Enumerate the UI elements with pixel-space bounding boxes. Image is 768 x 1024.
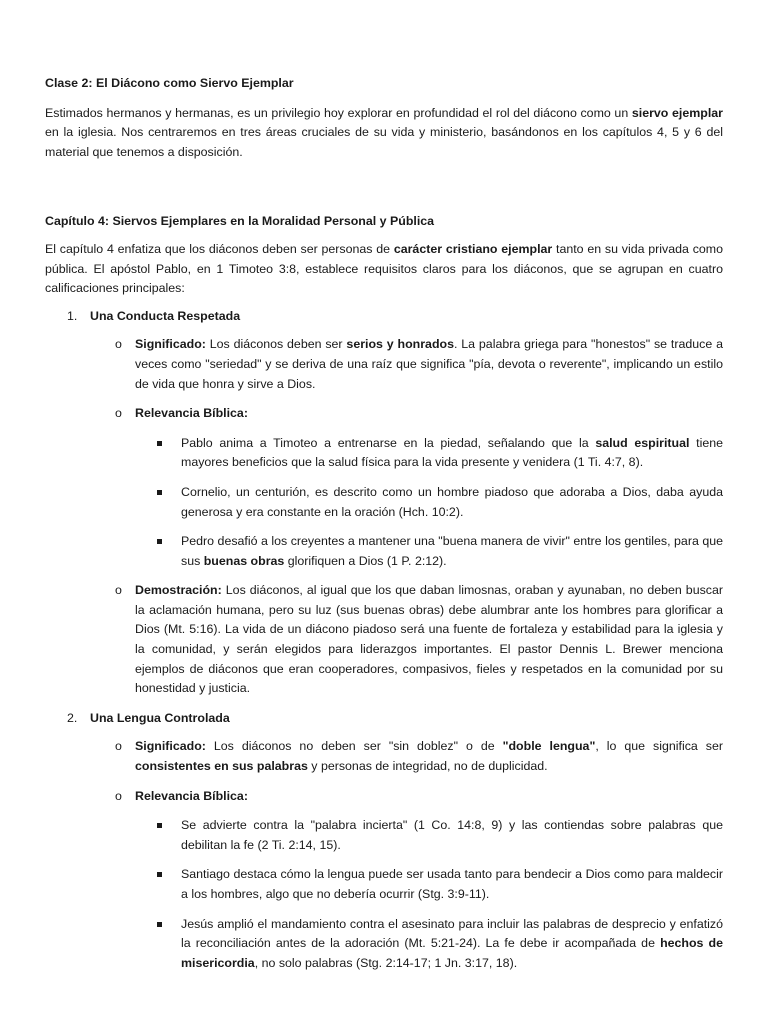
- square-bullet-icon: [157, 490, 162, 495]
- demostracion-label: Demostración:: [135, 583, 222, 598]
- list-item: [45, 816, 723, 855]
- intro-text-1: Estimados hermanos y hermanas, es un privilegio hoy explorar en profundidad el rol del diácono como un: [45, 105, 632, 120]
- list-item: [45, 915, 723, 974]
- sub-marker: o: [115, 583, 122, 598]
- section-1-significado: [45, 335, 723, 394]
- significado-label: Significado:: [135, 739, 206, 754]
- bullet-bold: buenas obras: [203, 553, 285, 568]
- bullet-text-1: Pablo anima a Timoteo a entrenarse en la piedad, señalando que la: [181, 435, 596, 450]
- chapter-4-intro: [45, 240, 723, 299]
- bullet-text-2: tiene mayores beneficios que la salud física para la vida presente y venidera (1 Ti. 4:7, 8).: [181, 435, 724, 470]
- significado-bold-2: consistentes en sus palabras: [135, 759, 308, 774]
- square-bullet-icon: [157, 441, 162, 446]
- section-2-significado: [45, 737, 723, 776]
- sub-marker: o: [115, 337, 122, 352]
- bullet-text-2: , no solo palabras (Stg. 2:14-17; 1 Jn. 3:17, 18).: [254, 955, 518, 970]
- list-item: [45, 865, 723, 904]
- relevancia-label: Relevancia Bíblica:: [135, 406, 248, 421]
- significado-text-2: . La palabra griega para "honestos" se traduce a veces como "seriedad" y se deriva de una raíz que significa "pía, devota o reverente", implicando un estilo de vida que honra y sirve a Dios.: [135, 337, 724, 391]
- bullet-text-1: Jesús amplió el mandamiento contra el asesinato para incluir las palabras de desprecio y enfatizó la reconciliación antes de la adoración (Mt. 5:21-24). La fe debe ir acompañada de: [181, 916, 723, 951]
- list-item: [45, 532, 723, 571]
- list-item: [45, 483, 723, 522]
- significado-text-1: Los diáconos deben ser: [205, 337, 347, 352]
- chapter-4-title: Capítulo 4: Siervos Ejemplares en la Moralidad Personal y Pública: [45, 214, 435, 229]
- significado-label: Significado:: [135, 337, 206, 352]
- significado-bold-1: "doble lengua": [502, 739, 596, 754]
- relevancia-label: Relevancia Bíblica:: [135, 788, 248, 803]
- significado-text-1: Los diáconos no deben ser "sin doblez" o de: [205, 739, 503, 754]
- bullet-text-1: Pedro desafió a los creyentes a mantener una "buena manera de vivir" entre los gentiles, para que sus: [181, 534, 723, 568]
- intro-paragraph: [45, 104, 723, 163]
- sub-marker: o: [115, 739, 122, 754]
- section-2-number: 2.: [67, 710, 78, 725]
- demostracion-text: Los diáconos, al igual que los que daban limosnas, oraban y ayunaban, no deben buscar la aclamación humana, pero su luz (sus buenas obras) debe alumbrar ante los hombres para glorificar a Dios (Mt. 5:16). La vida de un diácono piadoso será una fuente de fortaleza y estabilidad para la iglesia y la comunidad, y serán elegidos para liderazgos importantes. El pastor Dennis L. Brewer menciona ejemplos de diáconos que eran cooperadores, compasivos, fieles y respetados en la comunidad por su honestidad y justicia.: [135, 583, 723, 696]
- section-2-heading: [45, 709, 723, 729]
- square-bullet-icon: [157, 823, 162, 828]
- chapter-4-intro-text-2: tanto en su vida privada como pública. El apóstol Pablo, en 1 Timoteo 3:8, establece requisitos claros para los diáconos, que se agrupan en cuatro calificaciones principales:: [45, 241, 724, 296]
- section-1-demostracion: [45, 581, 723, 699]
- section-1-heading: [45, 307, 723, 327]
- significado-text-2: , lo que significa ser: [595, 739, 724, 754]
- intro-text-2: en la iglesia. Nos centraremos en tres áreas cruciales de su vida y ministerio, basándonos en los capítulos 4, 5 y 6 del material que tenemos a disposición.: [45, 125, 723, 159]
- section-2-relevancia: [45, 787, 723, 807]
- bullet-text-2: glorifiquen a Dios (1 P. 2:12).: [284, 553, 447, 568]
- square-bullet-icon: [157, 539, 162, 544]
- square-bullet-icon: [157, 872, 162, 877]
- bullet-bold: salud espiritual: [595, 435, 690, 450]
- intro-bold-1: siervo ejemplar: [631, 105, 723, 120]
- bullet-text-1: Santiago destaca cómo la lengua puede ser usada tanto para bendecir a Dios como para maldecir a los hombres, algo que no debería ocurrir (Stg. 3:9-11).: [181, 867, 723, 901]
- bullet-bold: hechos de misericordia: [181, 936, 723, 970]
- sub-marker: o: [115, 788, 122, 803]
- significado-text-3: y personas de integridad, no de duplicidad.: [307, 759, 548, 774]
- list-item: [45, 434, 723, 473]
- bullet-text-1: Cornelio, un centurión, es descrito como un hombre piadoso que adoraba a Dios, daba ayuda generosa y era constante en la oración (Hch. 10:2).: [181, 484, 723, 519]
- section-2-title: Una Lengua Controlada: [90, 710, 230, 725]
- square-bullet-icon: [157, 922, 162, 927]
- document-title: Clase 2: El Diácono como Siervo Ejemplar: [45, 76, 294, 90]
- chapter-4-intro-bold-1: carácter cristiano ejemplar: [393, 241, 553, 256]
- significado-bold-1: serios y honrados: [346, 337, 454, 352]
- sub-marker: o: [115, 406, 122, 421]
- section-1-title: Una Conducta Respetada: [90, 308, 241, 323]
- chapter-4-intro-text-1: El capítulo 4 enfatiza que los diáconos deben ser personas de: [45, 241, 394, 256]
- bullet-text-1: Se advierte contra la "palabra incierta" (1 Co. 14:8, 9) y las contiendas sobre palabras que debilitan la fe (2 Ti. 2:14, 15).: [181, 818, 723, 852]
- section-1-relevancia: [45, 404, 723, 424]
- section-1-number: 1.: [67, 308, 78, 323]
